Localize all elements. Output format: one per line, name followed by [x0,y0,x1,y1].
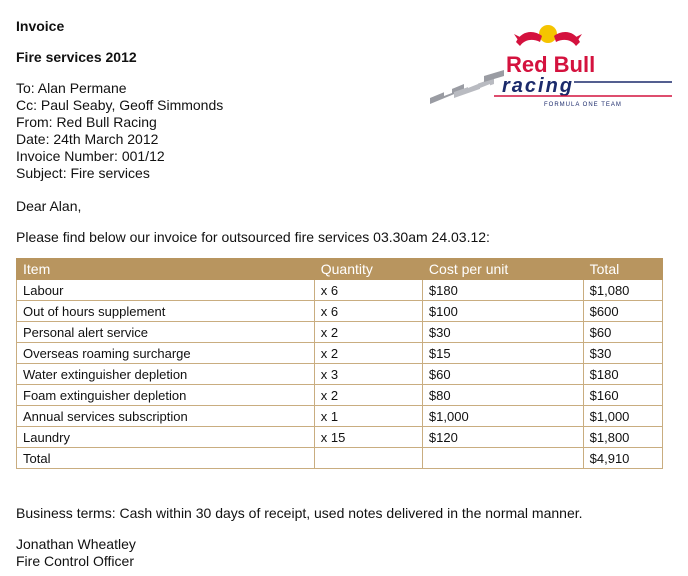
table-row [17,406,663,427]
table-row [17,343,663,364]
column-header-quantity: Quantity [314,259,422,280]
cell-cost: $120 [422,427,583,448]
cell-item: Annual services subscription [17,406,315,427]
table-row [17,301,663,322]
cell-item: Out of hours supplement [17,301,315,322]
logo-brand-line1: Red Bull [506,52,596,77]
intro-paragraph: Please find below our invoice for outsourced fire services 03.30am 24.03.12: [16,229,490,245]
cell-cost: $100 [422,301,583,322]
table-total-row [17,448,663,469]
charging-bulls-emblem [514,25,582,46]
checkered-flag-graphic [430,70,504,104]
document-subheading: Fire services 2012 [16,49,137,65]
cell-total: $160 [583,385,662,406]
table-row [17,364,663,385]
table-header-row [17,259,663,280]
cell-total: $1,080 [583,280,662,301]
column-header-cost-per-unit: Cost per unit [422,259,583,280]
cell-quantity: x 1 [314,406,422,427]
cell-item: Personal alert service [17,322,315,343]
cell-cost: $15 [422,343,583,364]
signatory-title: Fire Control Officer [16,553,134,569]
cell-total: $1,000 [583,406,662,427]
cell-cost: $180 [422,280,583,301]
cell-item: Overseas roaming surcharge [17,343,315,364]
cell-quantity: x 6 [314,280,422,301]
cell-item: Labour [17,280,315,301]
from-line: From: Red Bull Racing [16,114,157,130]
business-terms: Business terms: Cash within 30 days of receipt, used notes delivered in the normal manner. [16,505,583,521]
cell-cost: $30 [422,322,583,343]
table-row [17,322,663,343]
cell-total: $60 [583,322,662,343]
subject-line: Subject: Fire services [16,165,150,181]
cell-total: $1,800 [583,427,662,448]
invoice-table [16,258,663,469]
to-line: To: Alan Permane [16,80,127,96]
document-heading: Invoice [16,18,65,34]
cell-quantity: x 2 [314,343,422,364]
table-row [17,427,663,448]
cell-grand-total: $4,910 [583,448,662,469]
table-row [17,385,663,406]
cell-item: Foam extinguisher depletion [17,385,315,406]
cell-quantity: x 15 [314,427,422,448]
cell-quantity [314,448,422,469]
cell-item: Total [17,448,315,469]
cell-cost [422,448,583,469]
table-row [17,280,663,301]
cc-line: Cc: Paul Seaby, Geoff Simmonds [16,97,224,113]
cell-cost: $80 [422,385,583,406]
cell-quantity: x 3 [314,364,422,385]
signatory-name: Jonathan Wheatley [16,536,136,552]
cell-item: Laundry [17,427,315,448]
logo-tagline: FORMULA ONE TEAM [544,102,622,108]
logo-brand-line2: racing [502,75,575,97]
cell-cost: $1,000 [422,406,583,427]
cell-quantity: x 6 [314,301,422,322]
invoice-number-line: Invoice Number: 001/12 [16,148,165,164]
column-header-item: Item [17,259,315,280]
date-line: Date: 24th March 2012 [16,131,159,147]
cell-item: Water extinguisher depletion [17,364,315,385]
cell-quantity: x 2 [314,322,422,343]
cell-cost: $60 [422,364,583,385]
red-bull-racing-logo [424,20,676,116]
cell-total: $600 [583,301,662,322]
column-header-total: Total [583,259,662,280]
cell-total: $30 [583,343,662,364]
cell-total: $180 [583,364,662,385]
salutation: Dear Alan, [16,198,82,214]
cell-quantity: x 2 [314,385,422,406]
